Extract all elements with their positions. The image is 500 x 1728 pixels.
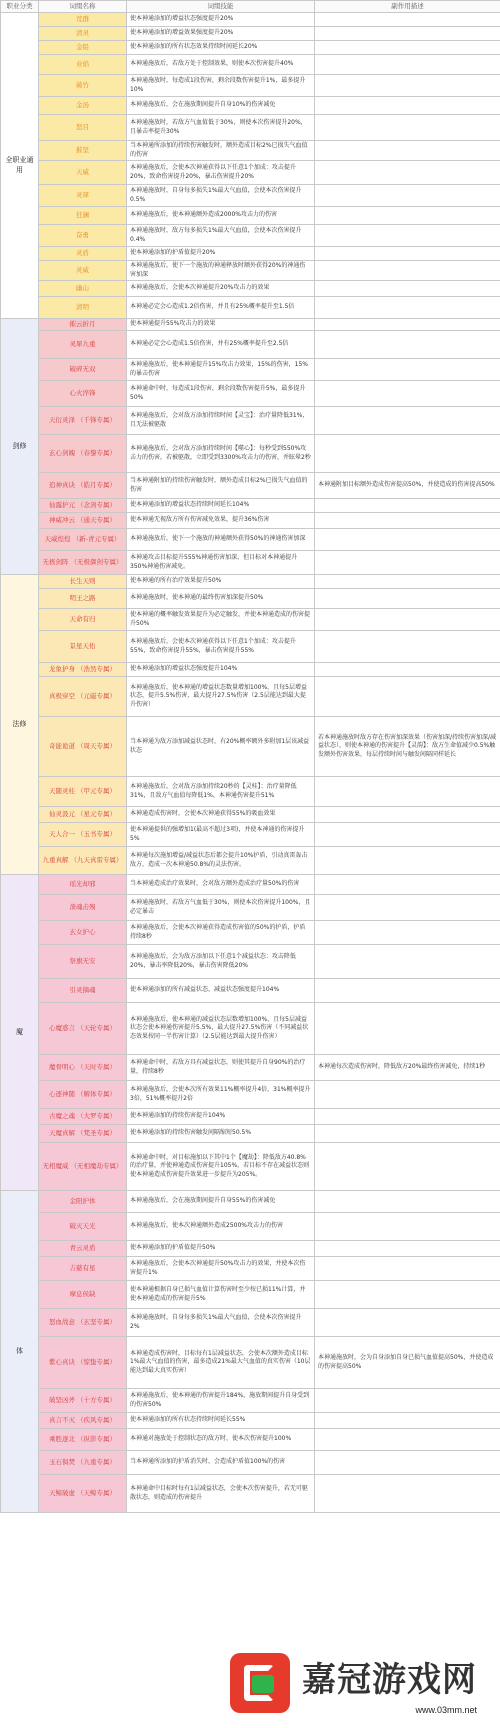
- affix-name-cell: 奋勇: [39, 225, 127, 247]
- side-effect-cell: [315, 979, 500, 1003]
- affix-name-cell: 九重真解 （九天真雷专属）: [39, 847, 127, 875]
- affix-skill-cell: 本神通施放时，每造成1段伤害，剩余段数伤害提升1%，最多提升10%: [127, 75, 315, 97]
- side-effect-cell: [315, 529, 500, 551]
- affix-skill-cell: 使本神通添加的所有减益状态，减益状态强度提升104%: [127, 979, 315, 1003]
- side-effect-cell: [315, 225, 500, 247]
- affix-skill-cell: 使本神通添加的增益状态持续时间延长104%: [127, 499, 315, 513]
- table-row: [1, 435, 500, 473]
- affix-skill-cell: 本神通施放后，会在施放期间提升自身10%的伤害减免: [127, 97, 315, 115]
- table-row: [1, 161, 500, 185]
- side-effect-cell: [315, 41, 500, 55]
- affix-skill-cell: 本神通施放后，会使本次神通获得以下任意1个加成：攻击提升20%，致命伤害提升20%，暴击伤害提升20%: [127, 161, 315, 185]
- table-row: [1, 207, 500, 225]
- table-row: [1, 717, 500, 777]
- header-affix-name: 词缀名称: [39, 1, 127, 13]
- affix-name-cell: 天随灵桂 （甲元专属）: [39, 777, 127, 807]
- category-cell: 法修: [1, 575, 39, 875]
- affix-skill-cell: 本神通施放后，使下一个施放的神通释放时额外获得20%的神通伤害加深: [127, 261, 315, 281]
- affix-name-cell: 古魔之魂 （大罗专属）: [39, 1109, 127, 1125]
- affix-name-cell: 心魔惑言 （天轮专属）: [39, 1003, 127, 1055]
- affix-skill-cell: 本神通造成伤害时，会使本次神通获得55%的吸血效果: [127, 807, 315, 823]
- side-effect-cell: [315, 1257, 500, 1281]
- table-row: [1, 945, 500, 979]
- side-effect-cell: [315, 609, 500, 631]
- affix-skill-cell: 本神通必定会心造成1.5倍伤害，并有25%概率提升至2.5倍: [127, 331, 315, 359]
- affix-skill-cell: 当本神通为敌方添加减益状态时，有20%概率额外多附加1层该减益状态: [127, 717, 315, 777]
- side-effect-cell: [315, 1389, 500, 1413]
- side-effect-cell: [315, 185, 500, 207]
- affix-skill-cell: 本神通施放后，使下一个施放的神通额外获得50%的神通伤害加深: [127, 529, 315, 551]
- affix-name-cell: 荒群: [39, 13, 127, 27]
- affix-name-cell: 神威冲云 （通天专属）: [39, 513, 127, 529]
- side-effect-cell: [315, 359, 500, 381]
- table-row: [1, 663, 500, 677]
- category-cell: 剑修: [1, 319, 39, 575]
- affix-skill-cell: 使本神通添加的所有状态持续时间延长55%: [127, 1413, 315, 1429]
- table-row: [1, 847, 500, 875]
- affix-name-cell: 摧云折月: [39, 319, 127, 331]
- affix-name-cell: 天魔真解 （梵圣专属）: [39, 1125, 127, 1143]
- side-effect-cell: [315, 823, 500, 847]
- table-row: [1, 1475, 500, 1513]
- table-row: [1, 1191, 500, 1213]
- table-row: [1, 75, 500, 97]
- header-category: 职业分类: [1, 1, 39, 13]
- side-effect-cell: [315, 921, 500, 945]
- table-row: [1, 297, 500, 319]
- side-effect-cell: [315, 1143, 500, 1191]
- affix-skill-cell: 当本神通所添加的护盾消失时，会造成护盾值100%的伤害: [127, 1451, 315, 1475]
- affix-name-cell: 金铅: [39, 41, 127, 55]
- table-row: [1, 115, 500, 141]
- table-row: [1, 1309, 500, 1337]
- table-row: [1, 1337, 500, 1389]
- table-row: [1, 1451, 500, 1475]
- affix-skill-cell: 本神通施放后，会为敌方添加以下任意1个减益状态：攻击降低20%，暴击率降低20%，暴击伤害降低20%: [127, 945, 315, 979]
- affix-skill-cell: 使本神通添加的增益状态强度提升104%: [127, 663, 315, 677]
- side-effect-cell: [315, 1309, 500, 1337]
- side-effect-cell: [315, 1413, 500, 1429]
- affix-name-cell: 无相魔威 （无相魔劫专属）: [39, 1143, 127, 1191]
- table-row: [1, 589, 500, 609]
- side-effect-cell: [315, 499, 500, 513]
- affix-skill-cell: 本神通命中时，每造成1段伤害，剩余段数伤害提升5%，最多提升50%: [127, 381, 315, 407]
- category-cell: 体: [1, 1191, 39, 1513]
- side-effect-cell: [315, 1081, 500, 1109]
- side-effect-cell: [315, 115, 500, 141]
- affix-name-cell: 明王之路: [39, 589, 127, 609]
- affix-name-cell: 灵犀: [39, 185, 127, 207]
- side-effect-cell: [315, 513, 500, 529]
- table-row: [1, 823, 500, 847]
- affix-name-cell: 摧坚: [39, 141, 127, 161]
- affix-skill-cell: 本神通施放后，会使本次神通获得造成伤害值的50%的护盾，护盾持续8秒: [127, 921, 315, 945]
- affix-skill-cell: 本神通施放后，会使本次所有效果11%概率提升4倍，31%概率提升3倍，51%概率提升2倍: [127, 1081, 315, 1109]
- affix-skill-cell: 本神通施放时，自身每多损失1%最大气血值，会使本次伤害提升2%: [127, 1309, 315, 1337]
- affix-skill-cell: 使本神通添加的持续伤害触发间隔缩短50.5%: [127, 1125, 315, 1143]
- affix-name-cell: 奇能诡道 （周天专属）: [39, 717, 127, 777]
- table-row: [1, 1429, 500, 1451]
- affix-name-cell: 破竹: [39, 75, 127, 97]
- table-row: [1, 1257, 500, 1281]
- table-row: [1, 1055, 500, 1081]
- table-row: [1, 609, 500, 631]
- side-effect-cell: [315, 331, 500, 359]
- header-side-effect: 副作用描述: [315, 1, 500, 13]
- table-row: [1, 875, 500, 895]
- affix-skill-cell: 本神通施放后，会对敌方添加持续时间【灵宝】：治疗量降低31%，且无法被驱散: [127, 407, 315, 435]
- table-row: [1, 921, 500, 945]
- side-effect-cell: [315, 1191, 500, 1213]
- side-effect-cell: [315, 1003, 500, 1055]
- affix-skill-cell: 本神通施放时，若敌方气血值低于30%，则使本次伤害提升20%，且暴击率提升30%: [127, 115, 315, 141]
- affix-skill-cell: 本神通施放时，使本神通的最终伤害加深提升50%: [127, 589, 315, 609]
- table-row: [1, 1109, 500, 1125]
- affix-name-cell: 心火淬锋: [39, 381, 127, 407]
- affix-skill-cell: 本神通施放后，会在施放期间提升自身55%的伤害减免: [127, 1191, 315, 1213]
- table-row: [1, 13, 500, 27]
- affix-name-cell: 摩息侯缺: [39, 1281, 127, 1309]
- affix-name-cell: 真言不灭 （疾风专属）: [39, 1413, 127, 1429]
- table-row: [1, 1081, 500, 1109]
- affix-name-cell: 紫心真诀 （惊蛰专属）: [39, 1337, 127, 1389]
- affix-name-cell: 心逐神随 （解体专属）: [39, 1081, 127, 1109]
- table-row: [1, 1281, 500, 1309]
- side-effect-cell: [315, 551, 500, 575]
- site-logo-icon: [230, 1653, 290, 1713]
- affix-name-cell: 青云灵盾: [39, 1241, 127, 1257]
- affix-skill-cell: 本神通施放后，使本次神通额外造成2500%攻击力的伤害: [127, 1213, 315, 1241]
- affix-skill-cell: 使本神通根据自身已损气血值计算伤害时至少按已损11%计算，并使本神通造成的伤害提升5%: [127, 1281, 315, 1309]
- table-row: [1, 1213, 500, 1241]
- affix-skill-cell: 本神通施放后，使本神通额外造成2000%攻击力的伤害: [127, 207, 315, 225]
- side-effect-cell: [315, 261, 500, 281]
- affix-skill-cell: 本神通施放后，使本神通的减益状态层数增加100%，且每5层减益状态会使本神通伤害提升5.5%，最大提升27.5%伤害（不同减益状态效果按同一半伤害计算）（2.5层能达到最大提升伤害）: [127, 1003, 315, 1055]
- affix-skill-cell: 当本神通所添加的持续伤害触发时，额外造成目标2%已损失气血值的伤害: [127, 141, 315, 161]
- affix-name-cell: 玄心剑魄 （春黎专属）: [39, 435, 127, 473]
- affix-name-cell: 无极剑阵 （无极御剑专属）: [39, 551, 127, 575]
- table-row: [1, 359, 500, 381]
- affix-name-cell: 天鲸破虚 （天鲸专属）: [39, 1475, 127, 1513]
- table-row: [1, 499, 500, 513]
- side-effect-cell: 本神通附加目标额外造成伤害提高50%，并使造成的伤害提高50%: [315, 473, 500, 499]
- affix-name-cell: 天威: [39, 161, 127, 185]
- affix-skill-cell: 本神通施放后，会对敌方添加持续时间【噬心】：每秒受到550%攻击力的伤害，若被驱散，立即受到3300%攻击力的伤害，并眩晕2秒: [127, 435, 315, 473]
- header-affix-skill: 词缀技能: [127, 1, 315, 13]
- table-row: [1, 1125, 500, 1143]
- affix-skill-cell: 本神通命中时，对目标施加以下其中1个【魔劫】：降低敌方40.8%的治疗量，并使神通造成伤害提升105%，若目标不存在减益状态则使本神通造成伤害提升效果进一步提升为205%。: [127, 1143, 315, 1191]
- table-row: [1, 319, 500, 331]
- table-row: [1, 261, 500, 281]
- affix-name-cell: 仙灵汲元 （星元专属）: [39, 807, 127, 823]
- affix-name-cell: 幽山: [39, 281, 127, 297]
- watermark: [222, 1638, 500, 1728]
- affix-name-cell: 怒血战意 （玄坚专属）: [39, 1309, 127, 1337]
- side-effect-cell: [315, 407, 500, 435]
- category-cell: 魔: [1, 875, 39, 1191]
- affix-skill-cell: 使本神通无视敌方所有伤害减免效果，提升36%伤害: [127, 513, 315, 529]
- table-row: [1, 1003, 500, 1055]
- table-row: [1, 27, 500, 41]
- affix-skill-cell: 使本神通添加的护盾值提升20%: [127, 247, 315, 261]
- affix-skill-cell: 本神通施放时，自身每多损失1%最大气血值，会使本次伤害提升0.5%: [127, 185, 315, 207]
- side-effect-cell: [315, 1281, 500, 1309]
- affix-name-cell: 灵威: [39, 261, 127, 281]
- affix-name-cell: 破灭天光: [39, 1213, 127, 1241]
- watermark-title: 嘉冠游戏网: [302, 1659, 477, 1700]
- affix-name-cell: 仙露护元 （念剑专属）: [39, 499, 127, 513]
- side-effect-cell: [315, 895, 500, 921]
- side-effect-cell: [315, 847, 500, 875]
- affix-name-cell: 怒目: [39, 115, 127, 141]
- side-effect-cell: [315, 677, 500, 717]
- affix-name-cell: 灵盾: [39, 247, 127, 261]
- table-row: [1, 473, 500, 499]
- side-effect-cell: [315, 1429, 500, 1451]
- side-effect-cell: [315, 1475, 500, 1513]
- affix-skill-cell: 使本神通提供的强增加1(最高不超过3项)，并使本神通的伤害提升5%: [127, 823, 315, 847]
- affix-name-cell: 破坚凶斧 （十方专属）: [39, 1389, 127, 1413]
- affix-name-cell: 灵犀九重: [39, 331, 127, 359]
- table-row: [1, 777, 500, 807]
- table-row: [1, 513, 500, 529]
- affix-skill-cell: 本神通施放后，使本神通提升15%攻击力效果，15%的伤害，15%的暴击伤害: [127, 359, 315, 381]
- affix-name-cell: 玉石俱焚 （九重专属）: [39, 1451, 127, 1475]
- side-effect-cell: [315, 945, 500, 979]
- table-row: [1, 575, 500, 589]
- affix-skill-cell: 本神通施放后，会对敌方添加持续20秒的【灵桂】：治疗量降低31%，且敌方气血值每降低1%，本神通伤害提升51%: [127, 777, 315, 807]
- affix-name-cell: 瑶光却邪: [39, 875, 127, 895]
- table-row: [1, 1143, 500, 1191]
- side-effect-cell: [315, 75, 500, 97]
- table-row: [1, 247, 500, 261]
- affix-skill-cell: 本神通施放后，使本神通的伤害提升184%，施放期间提升自身受到的伤害50%: [127, 1389, 315, 1413]
- side-effect-cell: [315, 663, 500, 677]
- affix-name-cell: 狂澜: [39, 207, 127, 225]
- affix-name-cell: 金汤: [39, 97, 127, 115]
- table-row: [1, 1389, 500, 1413]
- affix-name-cell: 天衍灵泽 （千锋专属）: [39, 407, 127, 435]
- side-effect-cell: [315, 631, 500, 663]
- affix-skill-cell: 本神通命中时，若敌方具有减益状态，则使其提升自身90%的治疗量，持续8秒: [127, 1055, 315, 1081]
- side-effect-cell: [315, 1109, 500, 1125]
- affix-skill-cell: 使本神通添加的护盾值提升50%: [127, 1241, 315, 1257]
- table-row: [1, 185, 500, 207]
- table-row: [1, 677, 500, 717]
- table-row: [1, 41, 500, 55]
- side-effect-cell: [315, 97, 500, 115]
- affix-name-cell: 魔骨明心 （天时专属）: [39, 1055, 127, 1081]
- affix-name-cell: 龙象护身 （浩然专属）: [39, 663, 127, 677]
- side-effect-cell: 本神通施放时，会为自身添加自身已损气血值提高50%，并使造成的伤害提高50%: [315, 1337, 500, 1389]
- watermark-url: www.03mm.net: [415, 1704, 477, 1715]
- side-effect-cell: [315, 281, 500, 297]
- header-row: [1, 1, 500, 13]
- affix-name-cell: 景星天佑: [39, 631, 127, 663]
- affix-skill-cell: 使本神通添加的持续伤害提升104%: [127, 1109, 315, 1125]
- affix-name-cell: 破碎无双: [39, 359, 127, 381]
- affix-name-cell: 清明: [39, 297, 127, 319]
- side-effect-cell: [315, 381, 500, 407]
- affix-skill-cell: 当本神通造成治疗效果时，会对敌方额外造成治疗量50%的伤害: [127, 875, 315, 895]
- affix-skill-cell: 本神通施放后，会使本次神通获得以下任意1个加成：攻击提升55%，致命伤害提升55%，暴击伤害提升55%: [127, 631, 315, 663]
- affix-skill-cell: 本神通施放后，若敌方处于控制效果，则使本次伤害提升40%: [127, 55, 315, 75]
- affix-skill-cell: 本神通施放后，使本神通的增益状态数量增加100%，且每5层增益状态，提升5.5%伤害，最大提升27.5%伤害（2.5层能达到最大提升伤害）: [127, 677, 315, 717]
- table-row: [1, 407, 500, 435]
- table-row: [1, 141, 500, 161]
- table-row: [1, 281, 500, 297]
- affix-skill-cell: 使本神通提升55%攻击力的效果: [127, 319, 315, 331]
- affix-skill-cell: 当本神通附加的持续伤害触发时，额外造成目标2%已损失气血值的伤害: [127, 473, 315, 499]
- affix-skill-cell: 使本神通添加的增益状态强度提升20%: [127, 13, 315, 27]
- affix-skill-cell: 本神通施放后，会使本次神通提升20%攻击力的效果: [127, 281, 315, 297]
- affix-skill-cell: 使本神通的所有治疗效果提升50%: [127, 575, 315, 589]
- affix-name-cell: 引灵摘魂: [39, 979, 127, 1003]
- affix-skill-cell: 本神通攻击目标提升555%神通伤害加深，但目标对本神通提升350%神通伤害减免。: [127, 551, 315, 575]
- affix-name-cell: 乘胜逐北 （纵影专属）: [39, 1429, 127, 1451]
- affix-skill-cell: 本神通每次施加增益/减益状态后都会提升10%护盾，引动真雷轰击敌方，造成一次本神通50.8%的灵法伤害。: [127, 847, 315, 875]
- side-effect-cell: [315, 1213, 500, 1241]
- affix-name-cell: 吉慈有星: [39, 1257, 127, 1281]
- table-row: [1, 55, 500, 75]
- side-effect-cell: [315, 777, 500, 807]
- affix-name-cell: 天人合一 （玉书专属）: [39, 823, 127, 847]
- affix-name-cell: 天命有归: [39, 609, 127, 631]
- affix-name-cell: 金阳护体: [39, 1191, 127, 1213]
- affix-name-cell: 玄女护心: [39, 921, 127, 945]
- side-effect-cell: [315, 435, 500, 473]
- affix-name-cell: 天威煌煌 （新-青元专属）: [39, 529, 127, 551]
- side-effect-cell: [315, 141, 500, 161]
- affix-name-cell: 溃魂击殒: [39, 895, 127, 921]
- side-effect-cell: [315, 55, 500, 75]
- side-effect-cell: [315, 319, 500, 331]
- side-effect-cell: [315, 297, 500, 319]
- affix-name-cell: 清灵: [39, 27, 127, 41]
- table-row: [1, 979, 500, 1003]
- category-cell: 全职业通用: [1, 13, 39, 319]
- affix-skill-cell: 本神通必定会心造成1.2倍伤害，并且有25%概率提升至1.5倍: [127, 297, 315, 319]
- table-row: [1, 1241, 500, 1257]
- table-row: [1, 331, 500, 359]
- side-effect-cell: 若本神通施放时敌方存在伤害加深效果（伤害加深/持续伤害加深/减益状态），则使本神通的伤害提升【灵韵】：敌方生命值减少0.5%触发额外伤害效果，每层持续时间与触发间隔同样延长: [315, 717, 500, 777]
- side-effect-cell: [315, 589, 500, 609]
- table-row: [1, 1413, 500, 1429]
- affix-name-cell: 长生天则: [39, 575, 127, 589]
- side-effect-cell: [315, 207, 500, 225]
- side-effect-cell: [315, 13, 500, 27]
- table-row: [1, 895, 500, 921]
- affix-name-cell: 追神真诀 （皓月专属）: [39, 473, 127, 499]
- side-effect-cell: 本神通每次造成伤害时，降低敌方20%最终伤害减免，持续1秒: [315, 1055, 500, 1081]
- affix-skill-cell: 本神通造成伤害时，目标每有1层减益状态，会使本次额外造成目标1%最大气血值的伤害，最多造成21%最大气血值的真实伤害（10层能达到最大真实伤害）: [127, 1337, 315, 1389]
- side-effect-cell: [315, 807, 500, 823]
- affix-name-cell: 祭旗无安: [39, 945, 127, 979]
- affix-name-cell: 真极穿空 （元磁专属）: [39, 677, 127, 717]
- side-effect-cell: [315, 27, 500, 41]
- table-row: [1, 551, 500, 575]
- side-effect-cell: [315, 1241, 500, 1257]
- affix-name-cell: 业焰: [39, 55, 127, 75]
- side-effect-cell: [315, 161, 500, 185]
- affix-skill-cell: 本神通施放后，会使本次神通提升50%攻击力的效果，并使本次伤害提升1%: [127, 1257, 315, 1281]
- affix-skill-cell: 使本神通添加的增益效果强度提升20%: [127, 27, 315, 41]
- affix-skill-cell: 使本神通的概率触发效果提升为必定触发，并使本神通造成的伤害提升50%: [127, 609, 315, 631]
- table-row: [1, 529, 500, 551]
- affix-skill-cell: 本神通施放时，若敌方气血低于30%，则使本次伤害提升100%，且必定暴击: [127, 895, 315, 921]
- affix-skill-cell: 本神通命中目标时每有1层减益状态，会使本次伤害提升，若无可驱散状态，则造成的伤害提升: [127, 1475, 315, 1513]
- table-row: [1, 631, 500, 663]
- table-row: [1, 807, 500, 823]
- affix-skill-cell: 本神通对施放处于控制状态的敌方时，使本次伤害提升100%: [127, 1429, 315, 1451]
- table-row: [1, 381, 500, 407]
- table-row: [1, 225, 500, 247]
- table-row: [1, 97, 500, 115]
- affix-skill-cell: 使本神通添加的所有状态效果持续时间延长20%: [127, 41, 315, 55]
- side-effect-cell: [315, 1125, 500, 1143]
- side-effect-cell: [315, 575, 500, 589]
- affix-skill-cell: 本神通施放时，敌方每多损失1%最大气血值，会使本次伤害提升0.4%: [127, 225, 315, 247]
- side-effect-cell: [315, 1451, 500, 1475]
- side-effect-cell: [315, 247, 500, 261]
- side-effect-cell: [315, 875, 500, 895]
